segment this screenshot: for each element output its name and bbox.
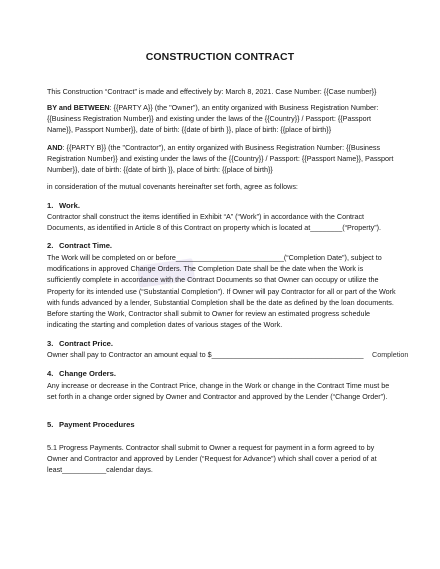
section-5-heading [47,420,135,429]
section-5-body: 5.1 Progress Payments. Contractor shall submit to Owner a request for payment in a form agreed to by Owner and Contractor and approved by Lender (“Request for Advance”) which shall cover a period of at least___________calendar days. [47,443,377,475]
section-number: 1. [47,201,54,210]
intro-paragraph: This Construction “Contract” is made and effectively by: March 8, 2021. Case Number: {{Case number}} [47,87,377,96]
section-4-heading [47,369,116,378]
section-2-body: The Work will be completed on or before___________________________(“Completion Date”), subject to modifications in approved Change Orders. The Completion Date shall be the date when the Work is sufficiently complete in accordance with the Contract Documents so that Owner can occupy or utilize the Property for its intended use (“Substantial Completion”). If Owner will pay Contractor for all or part of the Work with funds advanced by a lender, Substantial Completion shall be the date as defined by the loan documents. Before starting the Work, Contractor shall submit to Owner for review an estimated progress schedule indicating the starting and completion dates of various stages of the Work. [47,253,396,330]
document-title: CONSTRUCTION CONTRACT [145,51,295,63]
section-3-overlap-text: Completion [372,350,409,359]
section-number: 5. [47,420,54,429]
section-title: Contract Time. [59,241,113,250]
section-2-heading [47,241,112,250]
section-number: 2. [47,241,54,250]
section-1-heading [47,201,80,210]
parties-and-paragraph [47,142,397,176]
section-title: Payment Procedures [59,420,135,429]
section-number: 3. [47,339,54,348]
section-4-body: Any increase or decrease in the Contract Price, change in the Work or change in the Contract Time must be set forth in a change order signed by Owner and Contractor and approved by the Lender (“Change Order”). [47,381,390,402]
between-label: BY and BETWEEN [47,103,110,112]
and-label: AND [47,143,63,152]
section-1-body: Contractor shall construct the items identified in Exhibit “A” (“Work”) in accordance with the Contract Documents, as identified in Article 8 of this Contract on property which is located at________(“Property”). [47,212,381,233]
between-text: : {{PARTY A}} (the "Owner"), an entity organized with Business Registration Number: {{Business Registration Number}} and existing under the laws of the {{Country}} / Passport: {{Passport Name}}, Passport Number}}, date of birth: {{date of birth }}, place of birth: {{place of birth}} [47,103,379,135]
and-text: : {{PARTY B}} (the "Contractor"), an entity organized with Business Registration Number: {{Business Registration Number}} and existing under the laws of the {{Country}} / Passport: {{Passport Name}}, Passport Number}}, date of birth: {{date of birth }}, place of birth: {{place of birth}} [47,143,394,175]
section-title: Change Orders. [59,369,116,378]
section-title: Work. [59,201,80,210]
parties-between-paragraph [47,102,397,136]
section-3-heading [47,339,113,348]
section-number: 4. [47,369,54,378]
section-title: Contract Price. [59,339,114,348]
consideration-paragraph: in consideration of the mutual covenants hereinafter set forth, agree as follows: [47,182,298,191]
section-3-body: Owner shall pay to Contractor an amount equal to $______________________________________ [47,350,364,359]
